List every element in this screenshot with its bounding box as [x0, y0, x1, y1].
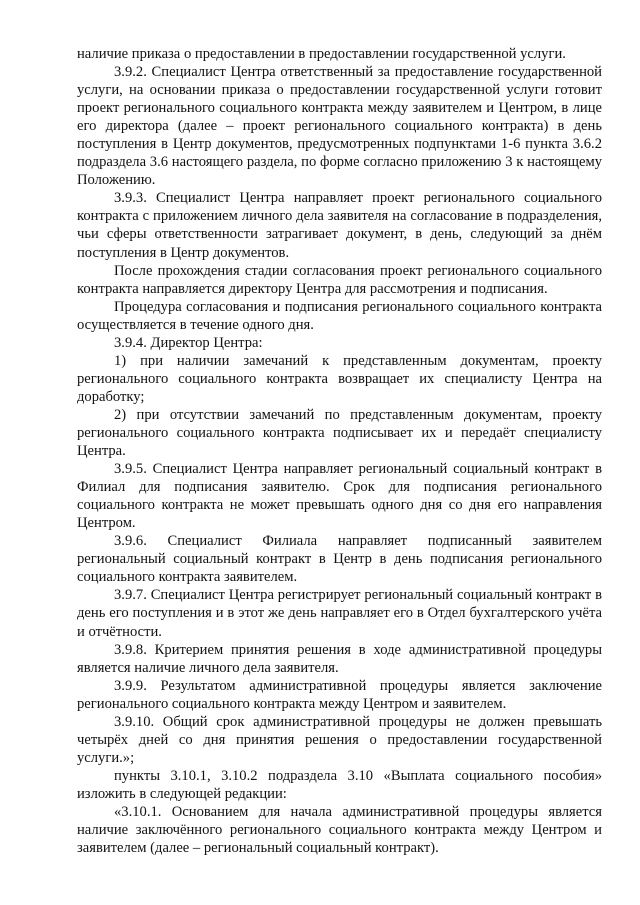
- paragraph-3-9-10: 3.9.10. Общий срок административной процедуры не должен превышать четырёх дней со дня принятия решения о предоставлении государственной услуги.»;: [77, 713, 602, 766]
- paragraph-3-9-9: 3.9.9. Результатом административной процедуры является заключение регионального социального контракта между Центром и заявителем.: [77, 677, 602, 712]
- paragraph-3-9-2: 3.9.2. Специалист Центра ответственный за предоставление государственной услуги, на основании приказа о предоставлении государственной услуги готовит проект регионального социального контракта между заявителем и Центром, в лице его директора (далее – проект регионального социального контракта) в день поступления в Центр документов, предусмотренных подпунктами 1-6 пункта 3.6.2 подраздела 3.6 настоящего раздела, по форме согласно приложению 3 к настоящему Положению.: [77, 64, 602, 189]
- paragraph-3-9-6: 3.9.6. Специалист Филиала направляет подписанный заявителем региональный социальный контракт в Центр в день подписания регионального социального контракта заявителем.: [77, 533, 602, 586]
- paragraph-3-9-7: 3.9.7. Специалист Центра регистрирует региональный социальный контракт в день его поступления и в этот же день направляет его в Отдел бухгалтерского учёта и отчётности.: [77, 587, 602, 640]
- paragraph-3-10-1: «3.10.1. Основанием для начала административной процедуры является наличие заключённого регионального социального контракта между Центром и заявителем (далее – региональный социальный контракт).: [77, 803, 602, 857]
- paragraph-3-9-3: 3.9.3. Специалист Центра направляет проект регионального социального контракта с приложением личного дела заявителя на согласование в подразделения, чьи сферы ответственности затрагивает документ, в день, следующий за днём поступления в Центр документов.: [77, 190, 602, 261]
- paragraph-item-2: 2) при отсутствии замечаний по представленным документам, проекту регионального социального контракта подписывает их и передаёт специалисту Центра.: [77, 406, 602, 460]
- paragraph-procedure: Процедура согласования и подписания регионального социального контракта осуществляется в течение одного дня.: [77, 298, 602, 333]
- paragraph-points-3-10: пункты 3.10.1, 3.10.2 подраздела 3.10 «Выплата социального пособия» изложить в следующей редакции:: [77, 767, 602, 802]
- paragraph-1: наличие приказа о предоставлении в предоставлении государственной услуги.: [77, 46, 566, 62]
- document-body: [77, 45, 602, 857]
- paragraph-item-1: 1) при наличии замечаний к представленным документам, проекту регионального социального контракта возвращает их специалисту Центра на доработку;: [77, 352, 602, 405]
- paragraph-3-9-4: 3.9.4. Директор Центра:: [114, 334, 263, 351]
- paragraph-after-approval: После прохождения стадии согласования проект регионального социального контракта направляется директору Центра для рассмотрения и подписания.: [77, 262, 602, 297]
- paragraph-3-9-8: 3.9.8. Критерием принятия решения в ходе административной процедуры является наличие личного дела заявителя.: [77, 641, 602, 676]
- paragraph-3-9-5: 3.9.5. Специалист Центра направляет региональный социальный контракт в Филиал для подписания заявителю. Срок для подписания регионального социального контракта не может превышать одного дня со дня его направления Центром.: [77, 461, 602, 532]
